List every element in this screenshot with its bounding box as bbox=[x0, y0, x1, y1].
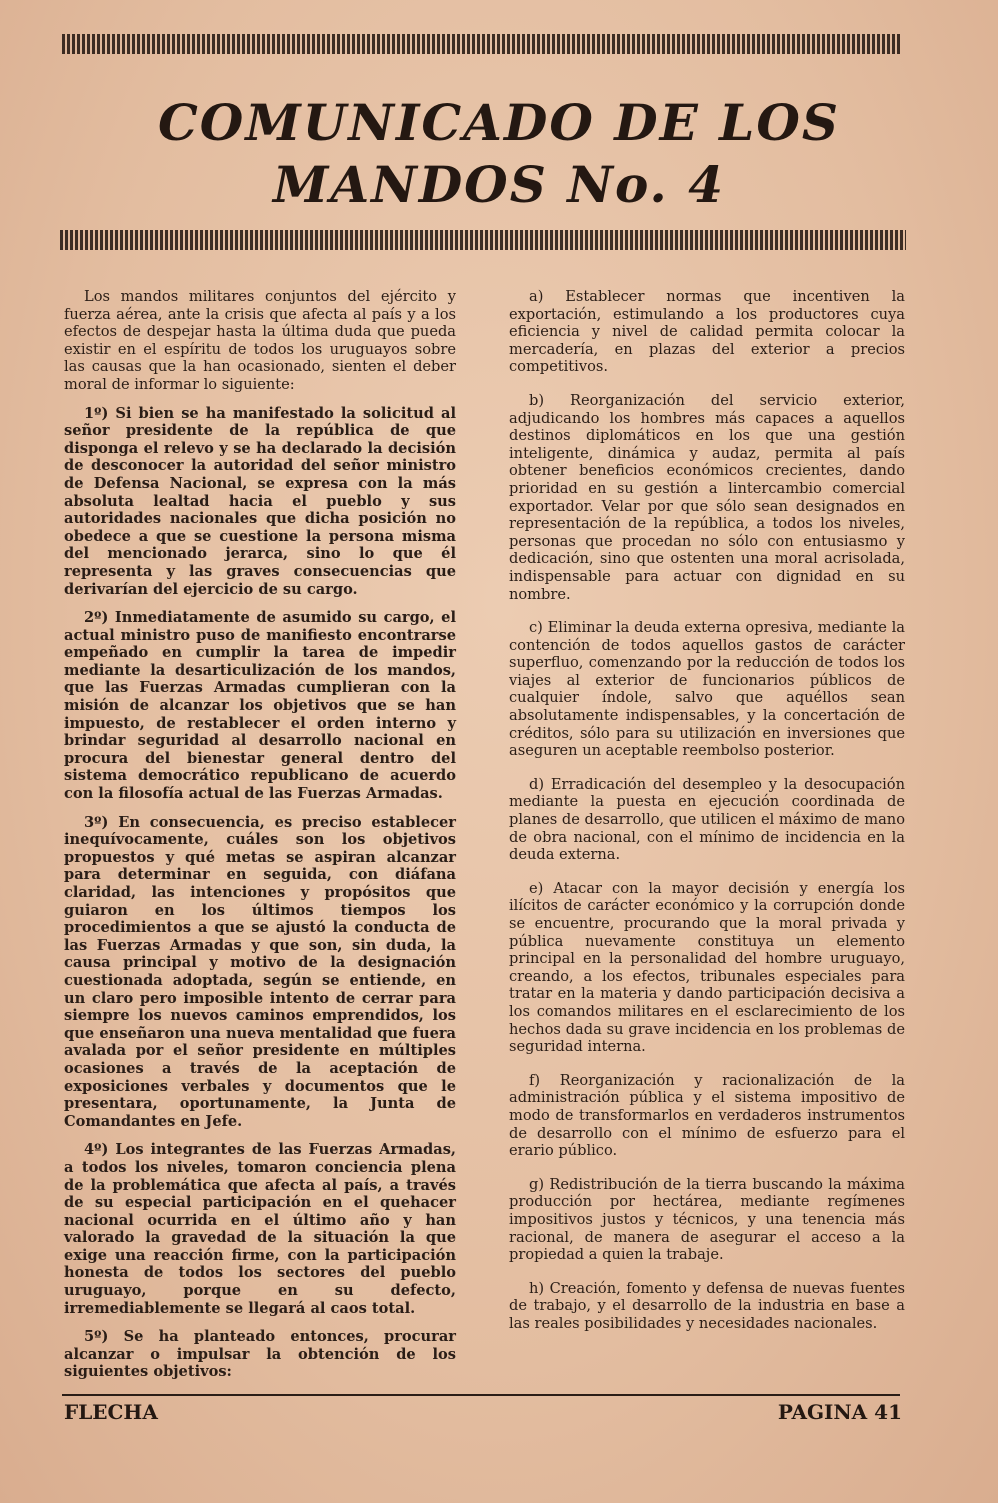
objective-f: f) Reorganización y racionalización de la administración pública y el sistema impositivo de modo de transformarlos en verdaderos instrumentos de desarrollo con el mínimo de esfuerzo para el erario público. bbox=[509, 1071, 905, 1160]
objective-a: a) Establecer normas que incentiven la exportación, estimulando a los productores cuya eficiencia y nivel de calidad permita colocar la mercadería, en plazas del exterior a precios competitivos. bbox=[509, 288, 905, 376]
title-line-1: COMUNICADO DE LOS bbox=[158, 93, 840, 152]
paragraph-point-3: 3º) En consecuencia, es preciso establecer inequívocamente, cuáles son los objetivos propuestos y qué metas se aspiran alcanzar para determinar en seguida, con diáfana claridad, las intenciones y propósitos que guiaron en los últimos tiempos los procedimientos a que se ajustó la conducta de las Fuerzas Armadas y que son, sin duda, la causa principal y motivo de la designación cuestionada adoptada, según se entiende, en un claro pero imposible intento de cerrar para siempre los nuevos caminos emprendidos, los que enseñaron una nueva mentalidad que fuera avalada por el señor presidente en múltiples ocasiones a través de la aceptación de exposiciones verbales y documentos que le presentara, oportunamente, la Junta de Comandantes en Jefe. bbox=[64, 813, 456, 1130]
header-rule-top bbox=[62, 34, 900, 54]
left-column bbox=[64, 288, 456, 1392]
paragraph-point-2: 2º) Inmediatamente de asumido su cargo, el actual ministro puso de manifiesto encontrarse empeñado en cumplir la tarea de impedir mediante la desarticulización de los mandos, que las Fuerzas Armadas cumplieran con la misión de alcanzar los objetivos que se han impuesto, de restablecer el orden interno y brindar seguridad al desarrollo nacional en procura del bienestar general dentro del sistema democrático republicano de acuerdo con la filosofía actual de las Fuerzas Armadas. bbox=[64, 609, 456, 803]
right-column bbox=[509, 288, 905, 1348]
paragraph-point-4: 4º) Los integrantes de las Fuerzas Armadas, a todos los niveles, tomaron conciencia plena de la problemática que afecta al país, a través de su especial participación en el quehacer nacional ocurrida en el último año y han valorado la gravedad de la situación la que exige una reacción firme, con la participación honesta de todos los sectores del pueblo uruguayo, porque en su defecto, irremediablemente se llegará al caos total. bbox=[64, 1141, 456, 1317]
page-title bbox=[60, 92, 938, 216]
objective-h: h) Creación, fomento y defensa de nuevas fuentes de trabajo, y el desarrollo de la industria en base a las reales posibilidades y necesidades nacionales. bbox=[509, 1279, 905, 1332]
objective-c: c) Eliminar la deuda externa opresiva, mediante la contención de todos aquellos gastos de carácter superfluo, comenzando por la reducción de todos los viajes al exterior de funcionarios públicos de cualquier índole, salvo que aquéllos sean absolutamente indispensables, y la concertación de créditos, sólo para su utilización en inversiones que aseguren un aceptable reembolso posterior. bbox=[509, 619, 905, 760]
objective-e: e) Atacar con la mayor decisión y energía los ilícitos de carácter económico y la corrupción donde se encuentre, procurando que la moral privada y pública nuevamente constituya un elemento principal en la personalidad del hombre uruguayo, creando, a los efectos, tribunales especiales para tratar en la materia y dando participación decisiva a los comandos militares en el esclarecimiento de los hechos dada su grave incidencia en los problemas de seguridad interna. bbox=[509, 879, 905, 1056]
paragraph-point-5: 5º) Se ha planteado entonces, procurar alcanzar o impulsar la obtención de los siguientes objetivos: bbox=[64, 1328, 456, 1381]
paragraph-point-1: 1º) Si bien se ha manifestado la solicitud al señor presidente de la república de que disponga el relevo y se ha declarado la decisión de desconocer la autoridad del señor ministro de Defensa Nacional, se expresa con la más absoluta lealtad hacia el pueblo y sus autoridades nacionales que dicha posición no obedece a que se cuestione la persona misma del mencionado jerarca, sino lo que él representa y las graves consecuencias que derivarían del ejercicio de su cargo. bbox=[64, 404, 456, 598]
footer-rule bbox=[62, 1394, 900, 1396]
footer-publication: FLECHA bbox=[64, 1400, 158, 1424]
objective-d: d) Erradicación del desempleo y la desocupación mediante la puesta en ejecución coordinada de planes de desarrollo, que utilicen el máximo de mano de obra nacional, con el mínimo de incidencia en la deuda externa. bbox=[509, 775, 905, 864]
footer-page-number: PAGINA 41 bbox=[777, 1400, 902, 1424]
title-line-2: MANDOS No. 4 bbox=[272, 155, 726, 214]
objective-g: g) Redistribución de la tierra buscando la máxima producción por hectárea, mediante regímenes impositivos justos y técnicos, y una tenencia más racional, de manera de asegurar el acceso a la propiedad a quien la trabaje. bbox=[509, 1175, 905, 1264]
header-rule-bottom bbox=[60, 230, 906, 250]
paragraph-intro: Los mandos militares conjuntos del ejército y fuerza aérea, ante la crisis que afecta al país y a los efectos de despejar hasta la última duda que pueda existir en el espíritu de todos los uruguayos sobre las causas que la han ocasionado, sienten el deber moral de informar lo siguiente: bbox=[64, 288, 456, 393]
objective-b: b) Reorganización del servicio exterior, adjudicando los hombres más capaces a aquellos destinos diplomáticos en los que una gestión inteligente, dinámica y audaz, permita al país obtener beneficios económicos crecientes, dando prioridad en su gestión a lintercambio comercial exportador. Velar por que sólo sean designados en representación de la república, a todos los niveles, personas que procedan no sólo con entusiasmo y dedicación, sino que ostenten una moral acrisolada, indispensable para actuar con dignidad en su nombre. bbox=[509, 391, 905, 603]
